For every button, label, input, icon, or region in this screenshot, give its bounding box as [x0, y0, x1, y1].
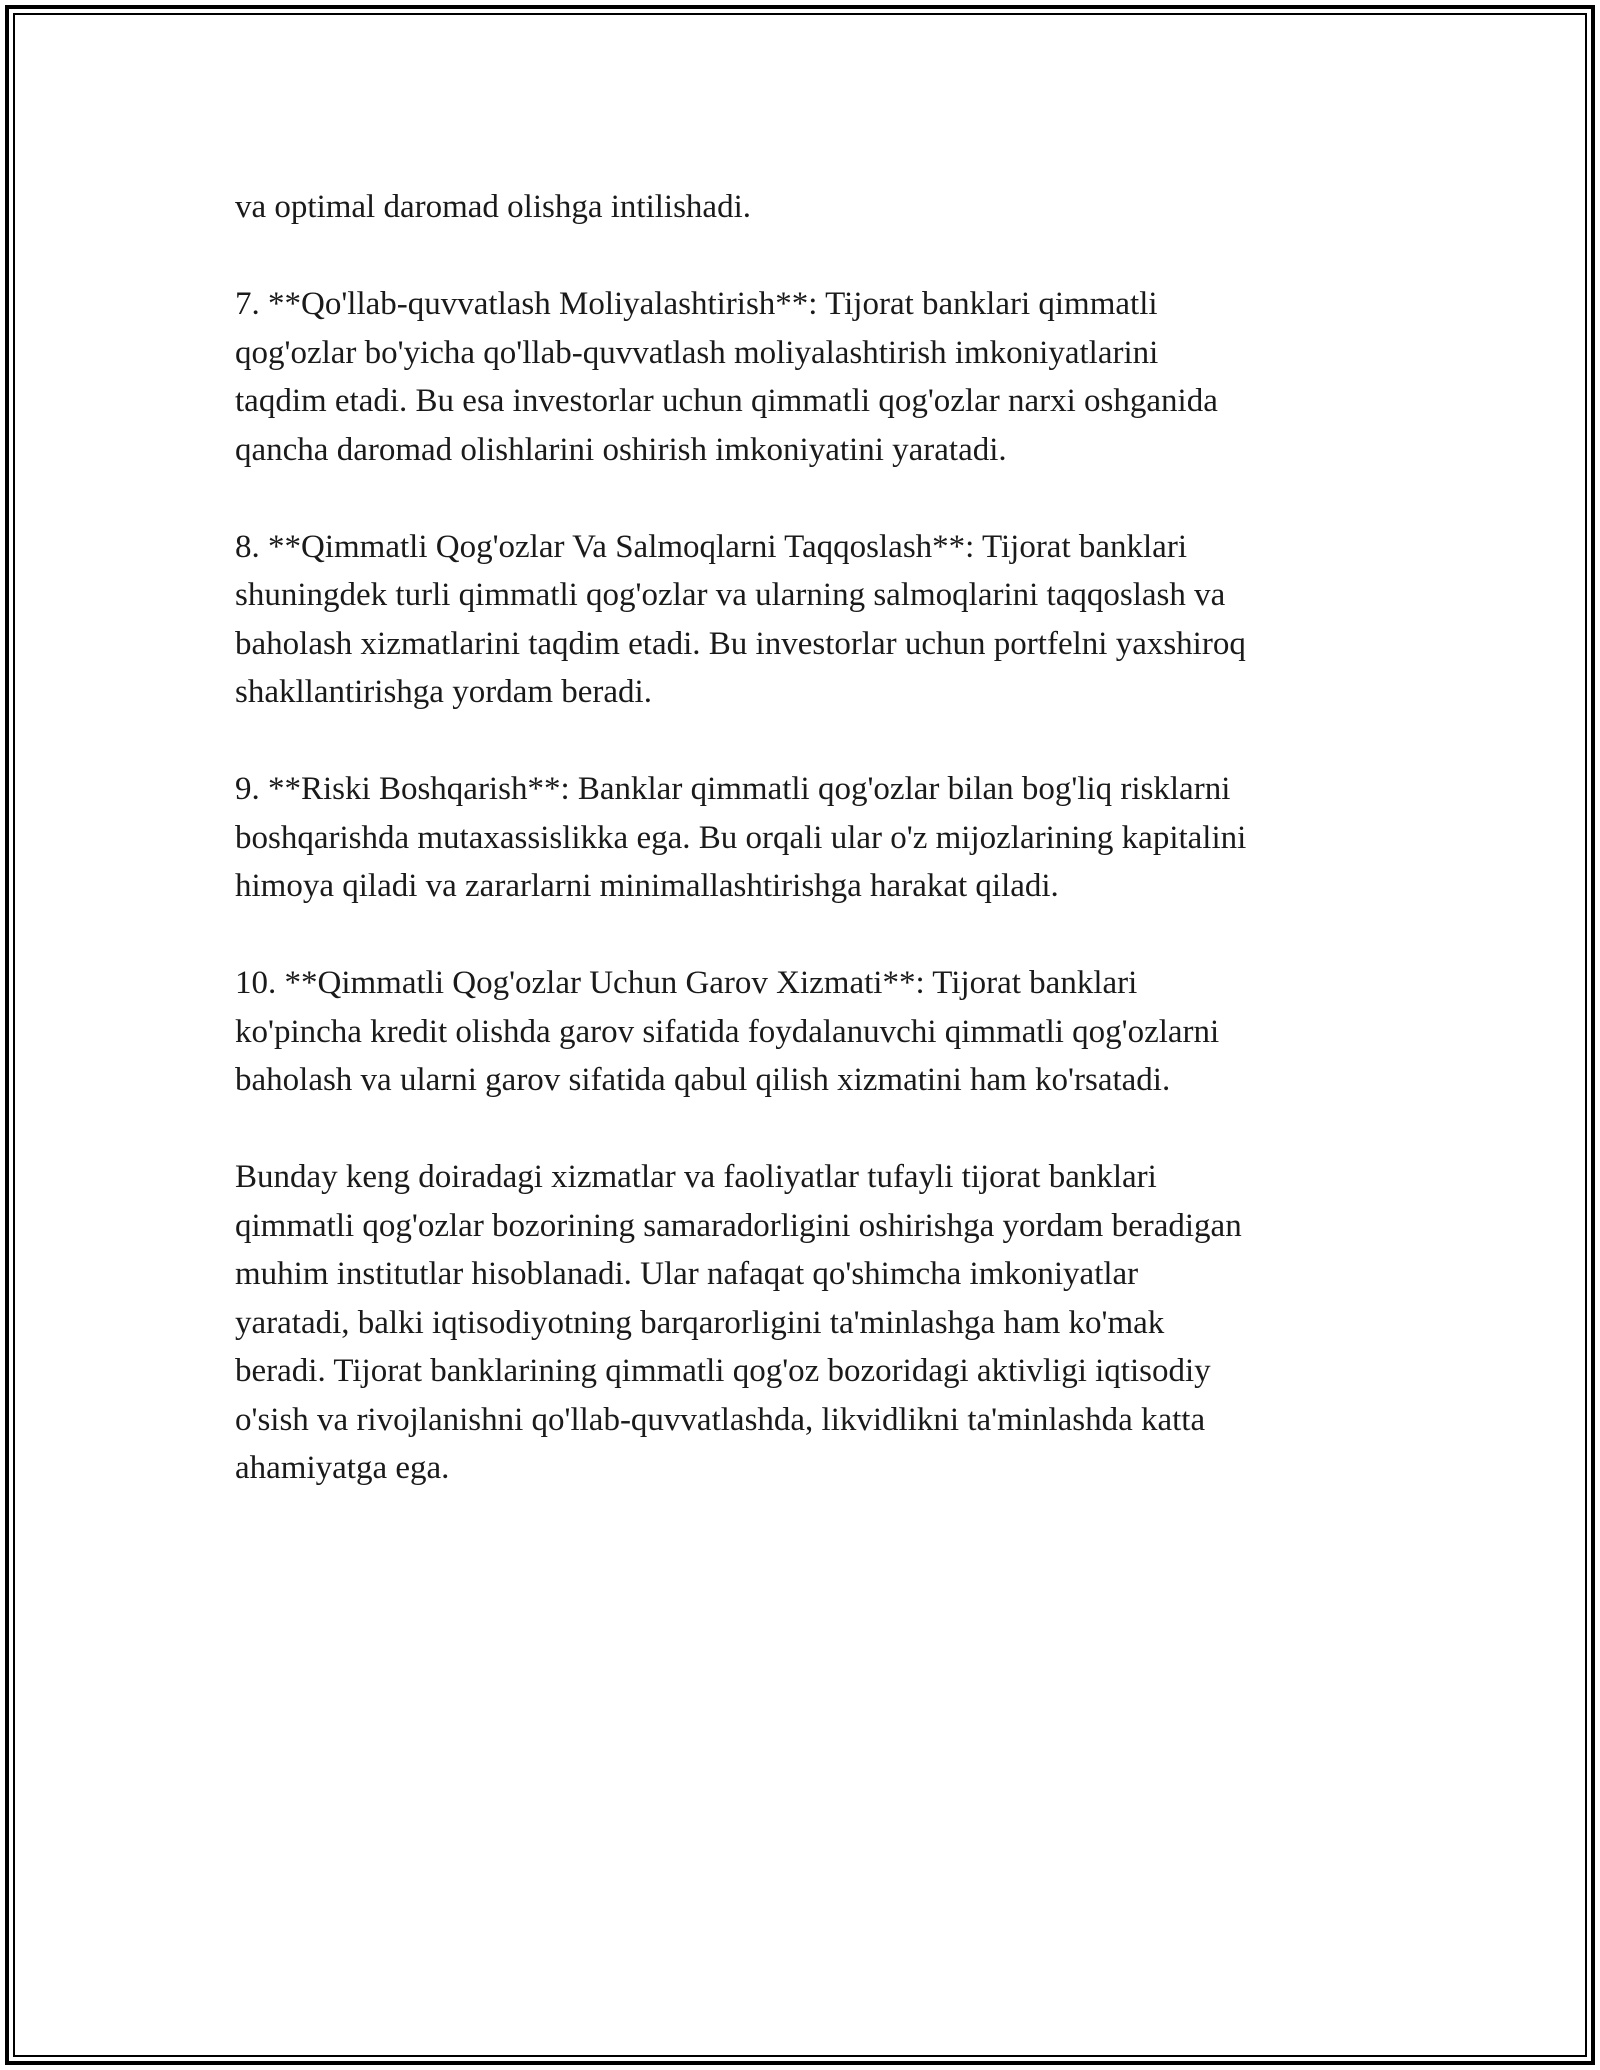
text-line: ahamiyatga ega. [235, 1450, 450, 1486]
text-line: va optimal daromad olishga intilishadi. [235, 189, 751, 225]
text-line: Bunday keng doiradagi xizmatlar va faoliyatlar tufayli tijorat banklari [235, 1159, 1157, 1195]
text-line: yaratadi, balki iqtisodiyotning barqarorligini ta'minlashga ham ko'mak [235, 1304, 1165, 1341]
text-line: shakllantirishga yordam beradi. [235, 674, 652, 710]
paragraph-item-10 [235, 959, 1375, 1105]
text-line: beradi. Tijorat banklarining qimmatli qog'oz bozoridagi aktivligi iqtisodiy [235, 1353, 1211, 1389]
paragraph-item-8 [235, 523, 1375, 717]
text-line: qancha daromad olishlarini oshirish imkoniyatini yaratadi. [235, 431, 1007, 468]
text-line: ko'pincha kredit olishda garov sifatida foydalanuvchi qimmatli qog'ozlarni [235, 1013, 1220, 1050]
text-line: baholash va ularni garov sifatida qabul qilish xizmatini ham ko'rsatadi. [235, 1062, 1171, 1098]
paragraph-intro-continuation [235, 183, 1375, 232]
text-line: 7. **Qo'llab-quvvatlash Moliyalashtirish**: Tijorat banklari qimmatli [235, 286, 1158, 322]
text-line: taqdim etadi. Bu esa investorlar uchun qimmatli qog'ozlar narxi oshganida [235, 383, 1218, 419]
document-body [235, 183, 1375, 1541]
paragraph-item-7 [235, 280, 1375, 474]
text-line: baholash xizmatlarini taqdim etadi. Bu investorlar uchun portfelni yaxshiroq [235, 625, 1246, 662]
text-line: boshqarishda mutaxassislikka ega. Bu orqali ular o'z mijozlarining kapitalini [235, 819, 1247, 856]
text-line: muhim institutlar hisoblanadi. Ular nafaqat qo'shimcha imkoniyatlar [235, 1256, 1139, 1292]
paragraph-item-9 [235, 765, 1375, 911]
text-line: himoya qiladi va zararlarni minimallashtirishga harakat qiladi. [235, 868, 1059, 904]
text-line: shuningdek turli qimmatli qog'ozlar va ularning salmoqlarini taqqoslash va [235, 577, 1226, 613]
paragraph-conclusion [235, 1153, 1375, 1493]
text-line: o'sish va rivojlanishni qo'llab-quvvatlashda, likvidlikni ta'minlashda katta [235, 1401, 1206, 1438]
text-line: qog'ozlar bo'yicha qo'llab-quvvatlash moliyalashtirish imkoniyatlarini [235, 334, 1159, 371]
text-line: 8. **Qimmatli Qog'ozlar Va Salmoqlarni Taqqoslash**: Tijorat banklari [235, 528, 1187, 565]
text-line: qimmatli qog'ozlar bozorining samaradorligini oshirishga yordam beradigan [235, 1207, 1242, 1244]
text-line: 10. **Qimmatli Qog'ozlar Uchun Garov Xizmati**: Tijorat banklari [235, 965, 1138, 1001]
text-line: 9. **Riski Boshqarish**: Banklar qimmatli qog'ozlar bilan bog'liq risklarni [235, 771, 1231, 807]
